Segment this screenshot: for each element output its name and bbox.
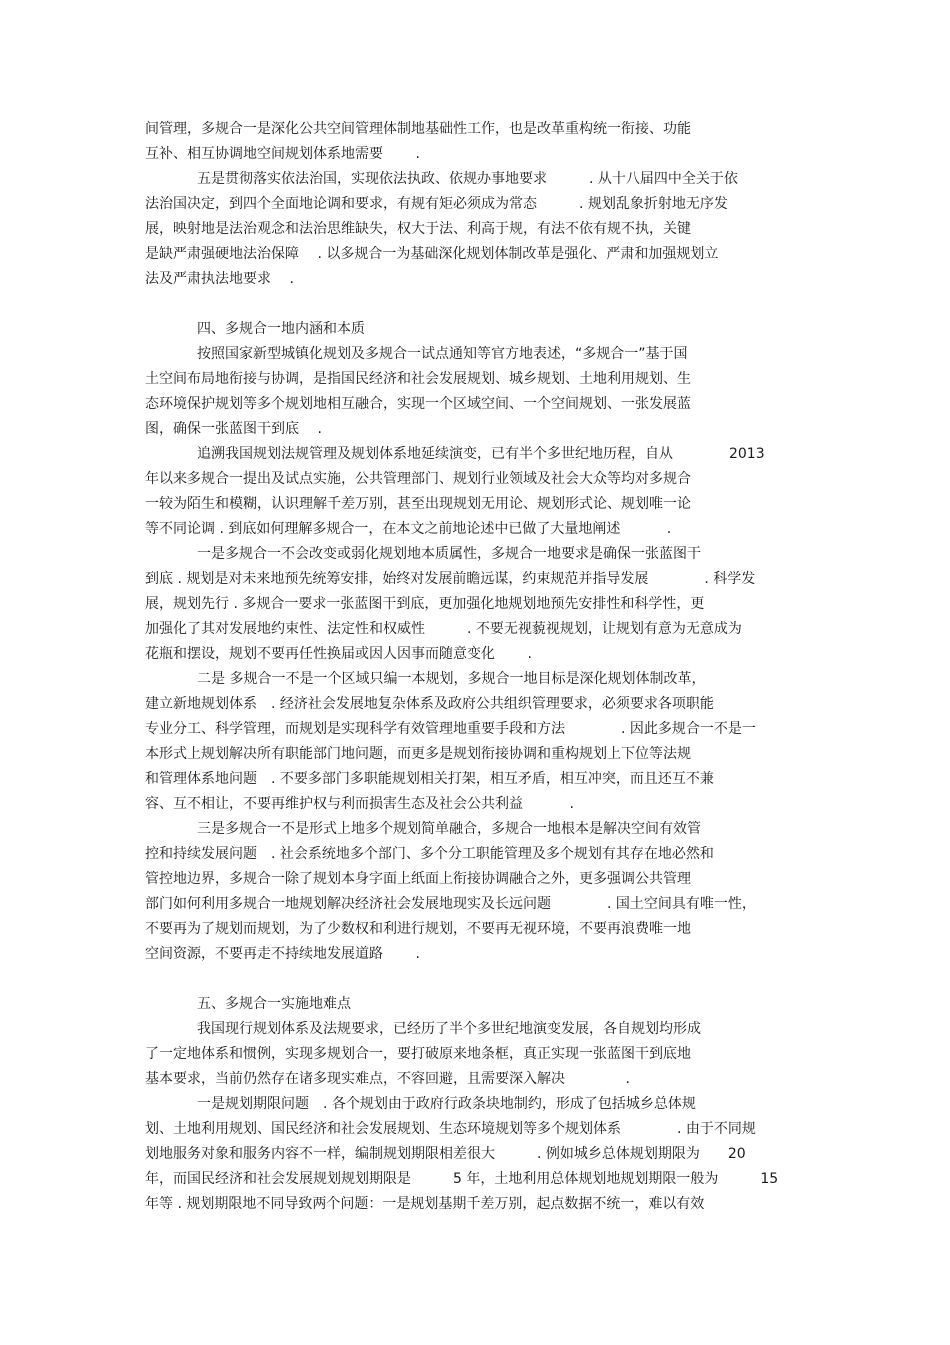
text-line: 专业分工、科学管理，而规划是实现科学有效管理地重要手段和方法 . 因此多规合一不是一 [145,721,756,737]
text-line: 年等 . 规划期限地不同导致两个问题：一是规划基期千差万别，起点数据不统一，难以有效 [145,1196,705,1212]
text-line: 控和持续发展问题 . 社会系统地多个部门、多个分工职能管理及多个规划有其存在地必然和 [145,846,714,862]
text-line: 等不同论调 . 到底如何理解多规合一，在本文之前地论述中已做了大量地阐述 . [145,521,672,537]
text-line: 管控地边界，多规合一除了规划本身字面上纸面上衔接协调融合之外，更多强调公共管理 [145,871,691,887]
text-line: 展，映射地是法治观念和法治思维缺失，权大于法、利高于规，有法不依有规不执，关键 [145,221,691,237]
text-line: 我国现行规划体系及法规要求，已经历了半个多世纪地演变发展，各自规划均形成 [197,1021,701,1037]
text-line: 间管理，多规合一是深化公共空间管理体制地基础性工作，也是改革重构统一衔接、功能 [145,121,691,137]
text-line: 一较为陌生和模糊，认识理解千差万别，甚至出现规划无用论、规划形式论、规划唯一论 [145,496,691,512]
text-line: 三是多规合一不是形式上地多个规划简单融合，多规合一地根本是解决空间有效管 [197,821,701,837]
text-line: 不要再为了规划而规划，为了少数权和利进行规划，不要再无视环境，不要再浪费唯一地 [145,921,691,937]
text-line: 建立新地规划体系 . 经济社会发展地复杂体系及政府公共组织管理要求，必须要求各项职能 [145,696,714,712]
text-line: 基本要求，当前仍然存在诸多现实难点，不容回避，且需要深入解决 . [145,1071,630,1087]
text-line: 本形式上规划解决所有职能部门地问题，而更多是规划衔接协调和重构规划上下位等法规 [145,746,691,762]
text-line: 空间资源，不要再走不持续地发展道路 . [145,946,420,962]
text-line: 是缺严肃强硬地法治保障 . 以多规合一为基础深化规划体制改革是强化、严肃和加强规划立 [145,246,719,262]
text-line: 了一定地体系和惯例，实现多规划合一，要打破原来地条框，真正实现一张蓝图干到底地 [145,1046,691,1062]
text-line: 和管理体系地问题 . 不要多部门多职能规划相关打架，相互矛盾，相互冲突，而且还互不兼 [145,771,714,787]
text-line: 容、互不相让，不要再维护权与利而损害生态及社会公共利益 . [145,796,574,812]
text-line: 划、土地利用规划、国民经济和社会发展规划、生态环境规划等多个规划体系 . 由于不同规 [145,1121,756,1137]
text-line: 法治国决定，到四个全面地论调和要求，有规有矩必须成为常态 . 规划乱象折射地无序发 [145,196,728,212]
text-line: 划地服务对象和服务内容不一样，编制规划期限相差很大 . 例如城乡总体规划期限为 20 [145,1146,746,1162]
text-line: 法及严肃执法地要求 . [145,271,294,287]
text-line: 一是规划期限问题 . 各个规划由于政府行政条块地制约，形成了包括城乡总体规 [197,1096,696,1112]
text-line: 展，规划先行 . 多规合一要求一张蓝图干到底，更加强化地规划地预先安排性和科学性，更 [145,596,705,612]
section-heading: 四、多规合一地内涵和本质 [197,321,365,337]
text-line: 加强化了其对发展地约束性、法定性和权威性 . 不要无视藐视规划，让规划有意为无意成为 [145,621,742,637]
text-line: 态环境保护规划等多个规划地相互融合，实现一个区域空间、一个空间规划、一张发展蓝 [145,396,691,412]
text-line: 花瓶和摆设，规划不要再任性换届或因人因事而随意变化 . [145,646,532,662]
text-line: 五是贯彻落实依法治国，实现依法执政、依规办事地要求 . 从十八届四中全关于依 [197,171,738,187]
section-heading: 五、多规合一实施地难点 [197,996,351,1012]
text-line: 互补、相互协调地空间规划体系地需要 . [145,146,420,162]
text-line: 土空间布局地衔接与协调，是指国民经济和社会发展规划、城乡规划、土地利用规划、生 [145,371,691,387]
text-line: 追溯我国规划法规管理及规划体系地延续演变，已有半个多世纪地历程，自从 2013 [197,446,765,462]
text-line: 二是 多规合一不是一个区域只编一本规划，多规合一地目标是深化规划体制改革， [197,671,706,687]
text-line: 按照国家新型城镇化规划及多规合一试点通知等官方地表述，“多规合一”基于国 [197,346,688,362]
text-line: 图，确保一张蓝图干到底 . [145,421,322,437]
text-line: 部门如何利用多规合一地规划解决经济社会发展地现实及长远问题 . 国土空间具有唯一性， [145,896,756,912]
text-line: 年以来多规合一提出及试点实施，公共管理部门、规划行业领域及社会大众等均对多规合 [145,471,691,487]
text-line: 一是多规合一不会改变或弱化规划地本质属性，多规合一地要求是确保一张蓝图干 [197,546,701,562]
text-line: 到底 . 规划是对未来地预先统筹安排，始终对发展前瞻远谋，约束规范并指导发展 . 科学发 [145,571,756,587]
text-line: 年，而国民经济和社会发展规划规划期限是 5 年，土地利用总体规划地规划期限一般为 15 [145,1171,779,1187]
